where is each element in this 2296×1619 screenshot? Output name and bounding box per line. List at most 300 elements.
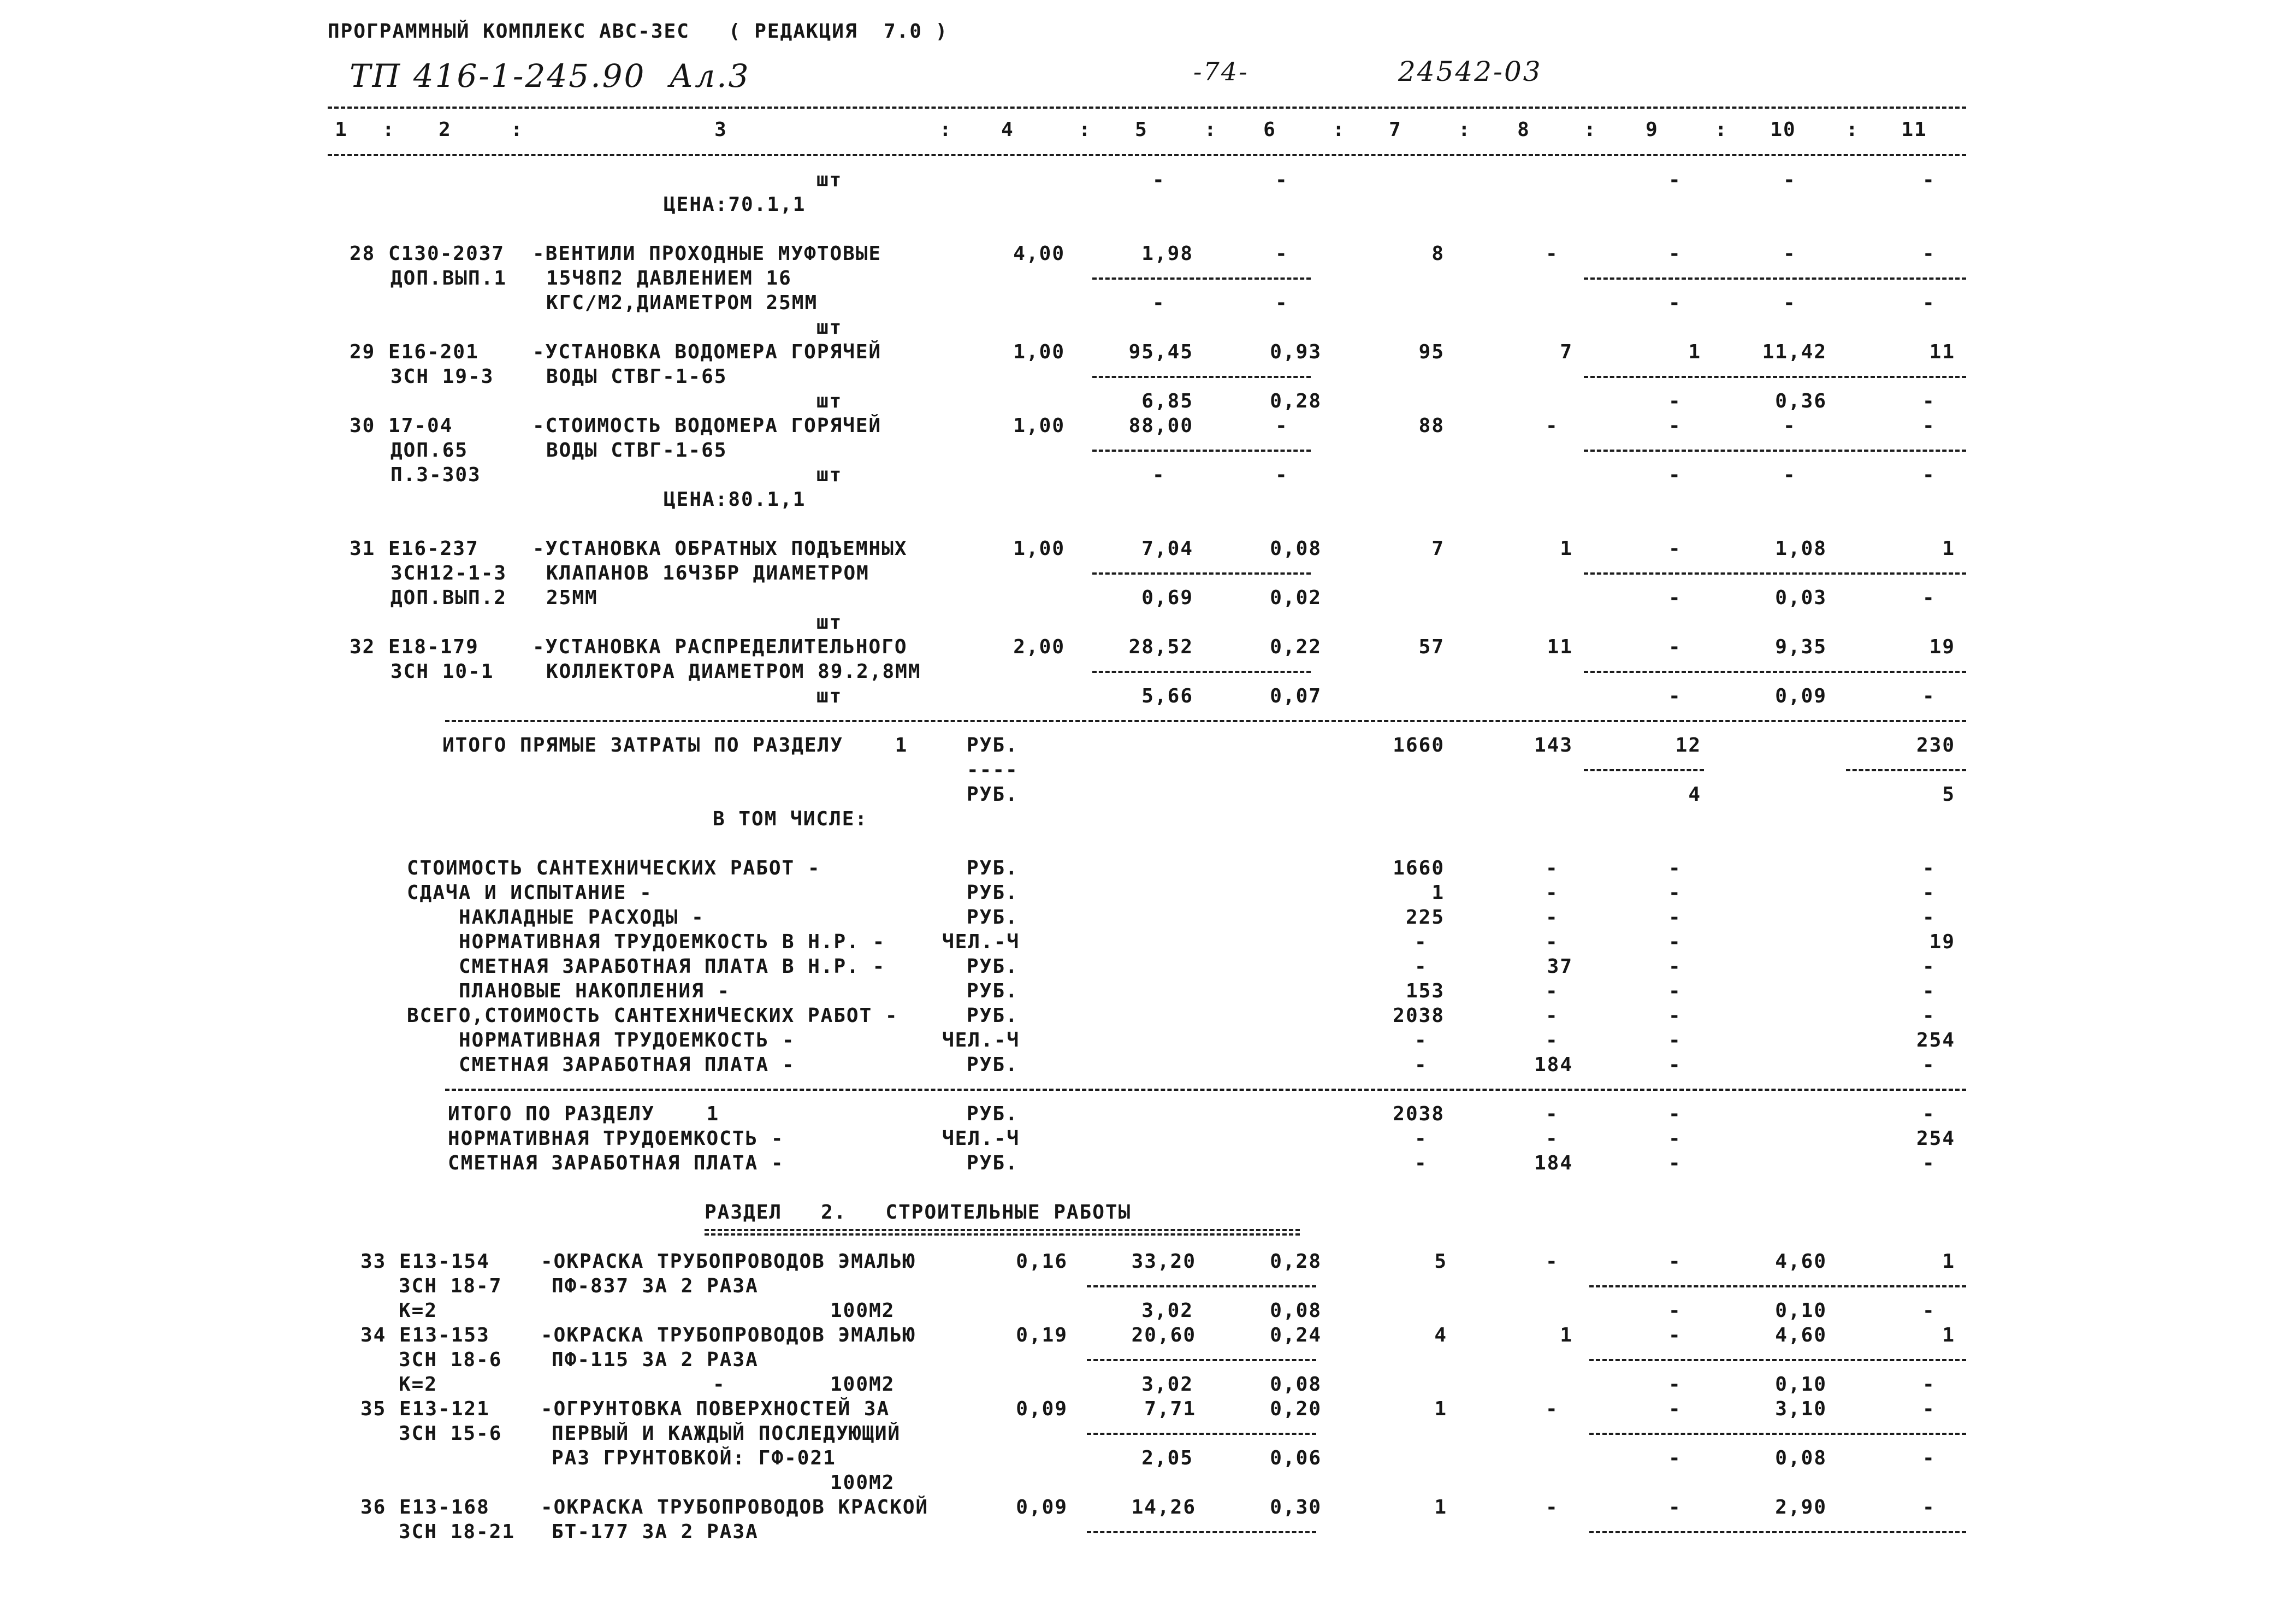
- table-cell: -: [1668, 906, 1682, 929]
- table-cell: 11: [1547, 636, 1573, 658]
- table-cell: 7: [1560, 341, 1573, 363]
- table-cell: РУБ.: [967, 857, 1019, 879]
- table-cell: 1660: [1393, 734, 1445, 757]
- table-cell: ДОП.ВЫП.1: [390, 267, 507, 289]
- dashed-rule: [1589, 1359, 1966, 1361]
- table-cell: 4: [1434, 1324, 1447, 1346]
- table-cell: 1,00: [1013, 415, 1065, 437]
- table-cell: -СТОИМОСТЬ ВОДОМЕРА ГОРЯЧЕЙ: [532, 415, 882, 437]
- table-cell: 33,20: [1131, 1250, 1196, 1273]
- table-cell: 2038: [1393, 1005, 1445, 1027]
- table-cell: шт: [816, 685, 843, 707]
- table-cell: -: [1922, 1496, 1936, 1518]
- table-cell: К=2: [399, 1299, 438, 1322]
- table-cell: 1: [1434, 1398, 1447, 1420]
- column-number: 8: [1517, 119, 1530, 141]
- table-cell: 0,08: [1270, 1299, 1322, 1322]
- table-cell: -: [1415, 931, 1428, 953]
- dashed-rule: [1584, 376, 1966, 378]
- table-cell: -УСТАНОВКА ОБРАТНЫХ ПОДЪЕМНЫХ: [532, 537, 908, 560]
- table-cell: шт: [816, 611, 843, 634]
- column-number: 9: [1646, 119, 1659, 141]
- table-cell: РУБ.: [967, 955, 1019, 978]
- dashed-rule: [1087, 1531, 1316, 1533]
- table-cell: -: [1668, 1152, 1682, 1174]
- table-cell: РУБ.: [967, 882, 1019, 904]
- table-cell: 1: [1560, 537, 1573, 560]
- table-cell: -: [1922, 685, 1936, 707]
- table-cell: -: [1783, 464, 1796, 486]
- table-cell: -: [1668, 1103, 1682, 1125]
- table-cell: -: [1922, 1103, 1936, 1125]
- table-cell: 0,36: [1775, 390, 1827, 412]
- dashed-rule: [1589, 1531, 1966, 1533]
- table-cell: ЦЕНА:70.1,1: [664, 193, 806, 216]
- table-cell: РАЗДЕЛ 2. СТРОИТЕЛЬНЫЕ РАБОТЫ: [705, 1201, 1132, 1224]
- table-cell: -: [1275, 243, 1288, 265]
- table-cell: 0,24: [1270, 1324, 1322, 1346]
- column-separator: :: [1458, 119, 1471, 141]
- table-cell: -: [1922, 1398, 1936, 1420]
- table-cell: РУБ.: [967, 1152, 1019, 1174]
- table-cell: РАЗ ГРУНТОВКОЙ: ГФ-021: [552, 1447, 836, 1469]
- table-cell: -: [1922, 1152, 1936, 1174]
- table-cell: П.3-303: [390, 464, 481, 486]
- column-number: 7: [1389, 119, 1402, 141]
- table-cell: 19: [1929, 636, 1955, 658]
- table-cell: 95,45: [1128, 341, 1193, 363]
- table-cell: НАКЛАДНЫЕ РАСХОДЫ -: [459, 906, 705, 929]
- column-number: 6: [1263, 119, 1276, 141]
- table-cell: 31 Е16-237: [350, 537, 479, 560]
- table-cell: -: [1668, 882, 1682, 904]
- table-cell: -ОКРАСКА ТРУБОПРОВОДОВ ЭМАЛЬЮ: [541, 1250, 916, 1273]
- table-cell: В ТОМ ЧИСЛЕ:: [713, 808, 868, 830]
- table-cell: РУБ.: [967, 783, 1019, 806]
- table-cell: 57: [1418, 636, 1445, 658]
- table-cell: ПЛАНОВЫЕ НАКОПЛЕНИЯ -: [459, 980, 731, 1002]
- dashed-rule: [1092, 376, 1311, 378]
- table-cell: -: [1546, 906, 1559, 929]
- table-cell: РУБ.: [967, 1054, 1019, 1076]
- table-cell: 153: [1405, 980, 1445, 1002]
- table-cell: 1: [1434, 1496, 1447, 1518]
- table-cell: 1: [1942, 1250, 1955, 1273]
- table-cell: СТОИМОСТЬ САНТЕХНИЧЕСКИХ РАБОТ -: [407, 857, 821, 879]
- dashed-rule: [445, 720, 1966, 722]
- table-cell: 11: [1929, 341, 1955, 363]
- column-separator: :: [939, 119, 952, 141]
- table-cell: -: [1546, 882, 1559, 904]
- table-cell: -: [1152, 464, 1165, 486]
- table-cell: -: [1415, 1127, 1428, 1150]
- table-cell: -: [1668, 169, 1682, 191]
- table-cell: 0,93: [1270, 341, 1322, 363]
- table-cell: 35 Е13-121: [360, 1398, 490, 1420]
- table-cell: 100М2: [830, 1373, 895, 1396]
- table-cell: -: [1668, 1324, 1682, 1346]
- table-cell: 1,98: [1141, 243, 1193, 265]
- table-cell: 100М2: [830, 1472, 895, 1494]
- table-cell: -: [1922, 1005, 1936, 1027]
- table-cell: ЧЕЛ.-Ч: [942, 1029, 1020, 1051]
- column-separator: :: [1715, 119, 1728, 141]
- table-cell: -ОКРАСКА ТРУБОПРОВОДОВ ЭМАЛЬЮ: [541, 1324, 916, 1346]
- table-cell: -: [1668, 1127, 1682, 1150]
- table-cell: ВОДЫ СТВГ-1-65: [546, 365, 727, 388]
- table-cell: 12: [1675, 734, 1701, 757]
- table-cell: -: [1546, 857, 1559, 879]
- table-cell: 0,30: [1270, 1496, 1322, 1518]
- column-separator: :: [1333, 119, 1346, 141]
- table-cell: -: [1922, 882, 1936, 904]
- table-cell: РУБ.: [967, 734, 1019, 757]
- table-cell: -: [1922, 415, 1936, 437]
- table-cell: БТ-177 ЗА 2 РАЗА: [552, 1521, 759, 1543]
- table-cell: 0,09: [1016, 1496, 1068, 1518]
- table-cell: 0,28: [1270, 390, 1322, 412]
- table-cell: РУБ.: [967, 1005, 1019, 1027]
- table-cell: 0,08: [1270, 1373, 1322, 1396]
- table-cell: -: [1668, 1250, 1682, 1273]
- table-cell: ЦЕНА:80.1,1: [664, 488, 806, 511]
- table-cell: 0,20: [1270, 1398, 1322, 1420]
- table-cell: 0,08: [1270, 537, 1322, 560]
- table-cell: -: [1668, 636, 1682, 658]
- table-cell: 1: [1560, 1324, 1573, 1346]
- table-cell: 1: [1688, 341, 1701, 363]
- table-cell: 3,02: [1141, 1373, 1193, 1396]
- table-cell: -: [1668, 685, 1682, 707]
- table-cell: 0,08: [1775, 1447, 1827, 1469]
- table-cell: ----: [967, 759, 1019, 781]
- table-cell: 0,10: [1775, 1373, 1827, 1396]
- table-cell: -: [1546, 1103, 1559, 1125]
- table-cell: 95: [1418, 341, 1445, 363]
- table-cell: -: [1668, 537, 1682, 560]
- program-header: ПРОГРАММНЫЙ КОМПЛЕКС АВС-3ЕС ( РЕДАКЦИЯ 7.0 ): [328, 20, 949, 43]
- table-cell: КГС/М2,ДИАМЕТРОМ 25ММ: [546, 292, 818, 314]
- dashed-rule: [1092, 671, 1311, 673]
- table-cell: ЗСН 18-21: [399, 1521, 516, 1543]
- table-cell: 1: [1942, 537, 1955, 560]
- table-cell: -: [1546, 1250, 1559, 1273]
- table-cell: 2038: [1393, 1103, 1445, 1125]
- table-cell: -: [1922, 857, 1936, 879]
- table-cell: 4: [1688, 783, 1701, 806]
- table-cell: 0,09: [1775, 685, 1827, 707]
- table-cell: 6,85: [1141, 390, 1193, 412]
- table-cell: 88,00: [1128, 415, 1193, 437]
- column-separator: :: [1204, 119, 1217, 141]
- table-cell: 184: [1534, 1054, 1573, 1076]
- table-cell: 28 С130-2037: [350, 243, 505, 265]
- table-cell: 4,60: [1775, 1250, 1827, 1273]
- table-cell: ДОП.65: [390, 439, 469, 462]
- table-cell: 100М2: [830, 1299, 895, 1322]
- dashed-rule: [1087, 1285, 1316, 1287]
- page-number: -74-: [1193, 57, 1249, 86]
- table-cell: -: [1668, 415, 1682, 437]
- table-cell: -: [1546, 415, 1559, 437]
- table-cell: НОРМАТИВНАЯ ТРУДОЕМКОСТЬ -: [448, 1127, 784, 1150]
- table-cell: СМЕТНАЯ ЗАРАБОТНАЯ ПЛАТА -: [448, 1152, 784, 1174]
- dashed-rule: [1846, 769, 1966, 771]
- table-cell: -: [1783, 415, 1796, 437]
- table-cell: 143: [1534, 734, 1573, 757]
- table-cell: РУБ.: [967, 1103, 1019, 1125]
- table-cell: 2,00: [1013, 636, 1065, 658]
- table-cell: -ОГРУНТОВКА ПОВЕРХНОСТЕЙ ЗА: [541, 1398, 890, 1420]
- table-cell: РУБ.: [967, 906, 1019, 929]
- table-cell: 11,42: [1762, 341, 1827, 363]
- table-cell: 1: [1431, 882, 1445, 904]
- table-cell: 5: [1434, 1250, 1447, 1273]
- table-cell: 0,06: [1270, 1447, 1322, 1469]
- table-cell: -: [1546, 1005, 1559, 1027]
- table-cell: К=2: [399, 1373, 438, 1396]
- table-cell: РУБ.: [967, 980, 1019, 1002]
- column-separator: :: [511, 119, 524, 141]
- table-cell: -: [1668, 980, 1682, 1002]
- table-cell: ИТОГО ПРЯМЫЕ ЗАТРАТЫ ПО РАЗДЕЛУ 1: [442, 734, 908, 757]
- table-cell: шт: [816, 390, 843, 412]
- table-cell: 32 Е18-179: [350, 636, 479, 658]
- table-cell: -: [1546, 1127, 1559, 1150]
- table-cell: 184: [1534, 1152, 1573, 1174]
- table-cell: СМЕТНАЯ ЗАРАБОТНАЯ ПЛАТА В Н.Р. -: [459, 955, 886, 978]
- section-2-title-underline: [705, 1229, 1300, 1236]
- table-cell: -: [713, 1373, 726, 1396]
- table-cell: 29 Е16-201: [350, 341, 479, 363]
- table-cell: 5,66: [1141, 685, 1193, 707]
- column-number: 3: [714, 119, 727, 141]
- table-cell: 0,09: [1016, 1398, 1068, 1420]
- column-separator: :: [1584, 119, 1597, 141]
- table-cell: ЗСН12-1-3: [390, 562, 507, 584]
- table-cell: -: [1922, 587, 1936, 609]
- table-cell: 0,07: [1270, 685, 1322, 707]
- table-cell: -: [1275, 415, 1288, 437]
- table-cell: НОРМАТИВНАЯ ТРУДОЕМКОСТЬ -: [459, 1029, 795, 1051]
- table-cell: -: [1668, 857, 1682, 879]
- table-cell: -: [1922, 292, 1936, 314]
- table-cell: 0,22: [1270, 636, 1322, 658]
- table-cell: -: [1668, 931, 1682, 953]
- table-cell: ДОП.ВЫП.2: [390, 587, 507, 609]
- table-cell: шт: [816, 464, 843, 486]
- table-cell: 34 Е13-153: [360, 1324, 490, 1346]
- table-cell: шт: [816, 169, 843, 191]
- column-separator: :: [1079, 119, 1092, 141]
- table-cell: 15Ч8П2 ДАВЛЕНИЕМ 16: [546, 267, 792, 289]
- table-cell: -УСТАНОВКА ВОДОМЕРА ГОРЯЧЕЙ: [532, 341, 882, 363]
- table-cell: -: [1922, 464, 1936, 486]
- table-cell: -: [1668, 390, 1682, 412]
- table-cell: -: [1415, 1054, 1428, 1076]
- table-cell: ВСЕГО,СТОИМОСТЬ САНТЕХНИЧЕСКИХ РАБОТ -: [407, 1005, 898, 1027]
- table-cell: -: [1922, 980, 1936, 1002]
- table-cell: -: [1668, 1373, 1682, 1396]
- project-number: ТП 416-1-245.90 Ал.3: [350, 57, 750, 94]
- table-cell: 0,69: [1141, 587, 1193, 609]
- table-cell: -: [1668, 1398, 1682, 1420]
- table-cell: -: [1275, 464, 1288, 486]
- table-cell: 254: [1916, 1029, 1955, 1051]
- table-cell: 2,05: [1141, 1447, 1193, 1469]
- dashed-rule: [1584, 277, 1966, 280]
- table-cell: 1,00: [1013, 537, 1065, 560]
- table-cell: КЛАПАНОВ 16Ч3БР ДИАМЕТРОМ: [546, 562, 869, 584]
- table-cell: 225: [1405, 906, 1445, 929]
- table-cell: 1,00: [1013, 341, 1065, 363]
- table-cell: ПФ-115 ЗА 2 РАЗА: [552, 1349, 759, 1371]
- dashed-rule: [1589, 1433, 1966, 1435]
- table-cell: ПФ-837 ЗА 2 РАЗА: [552, 1275, 759, 1297]
- table-cell: 1: [1942, 1324, 1955, 1346]
- table-cell: ЗСН 15-6: [399, 1422, 502, 1445]
- table-cell: 37: [1547, 955, 1573, 978]
- table-cell: -: [1783, 243, 1796, 265]
- dashed-rule: [445, 1089, 1966, 1091]
- table-cell: 5: [1942, 783, 1955, 806]
- table-cell: ЗСН 10-1: [390, 660, 494, 683]
- table-cell: ИТОГО ПО РАЗДЕЛУ 1: [448, 1103, 720, 1125]
- table-cell: -: [1415, 1029, 1428, 1051]
- column-number: 2: [439, 119, 452, 141]
- dashed-rule: [1589, 1285, 1966, 1287]
- table-cell: 33 Е13-154: [360, 1250, 490, 1273]
- table-cell: 19: [1929, 931, 1955, 953]
- table-cell: -: [1922, 1054, 1936, 1076]
- table-cell: -: [1783, 292, 1796, 314]
- dashed-rule: [1092, 277, 1311, 280]
- table-cell: 4,60: [1775, 1324, 1827, 1346]
- table-cell: -ОКРАСКА ТРУБОПРОВОДОВ КРАСКОЙ: [541, 1496, 929, 1518]
- table-cell: 7,04: [1141, 537, 1193, 560]
- table-cell: -: [1668, 1447, 1682, 1469]
- table-cell: -: [1922, 906, 1936, 929]
- column-number: 5: [1135, 119, 1148, 141]
- table-cell: 0,02: [1270, 587, 1322, 609]
- table-cell: -: [1668, 955, 1682, 978]
- table-cell: -ВЕНТИЛИ ПРОХОДНЫЕ МУФТОВЫЕ: [532, 243, 882, 265]
- column-separator: :: [1846, 119, 1859, 141]
- table-cell: -: [1546, 980, 1559, 1002]
- table-cell: -: [1546, 1496, 1559, 1518]
- table-cell: -: [1668, 243, 1682, 265]
- table-cell: 7: [1431, 537, 1445, 560]
- table-cell: -: [1152, 292, 1165, 314]
- table-cell: -: [1546, 243, 1559, 265]
- table-cell: -: [1783, 169, 1796, 191]
- table-cell: 14,26: [1131, 1496, 1196, 1518]
- column-number: 10: [1770, 119, 1796, 141]
- table-cell: 20,60: [1131, 1324, 1196, 1346]
- table-cell: -: [1922, 390, 1936, 412]
- table-cell: НОРМАТИВНАЯ ТРУДОЕМКОСТЬ В Н.Р. -: [459, 931, 886, 953]
- table-cell: -: [1668, 1005, 1682, 1027]
- dashed-rule: [1584, 671, 1966, 673]
- table-cell: ВОДЫ СТВГ-1-65: [546, 439, 727, 462]
- table-cell: ЗСН 19-3: [390, 365, 494, 388]
- table-cell: -: [1546, 931, 1559, 953]
- table-cell: -: [1152, 169, 1165, 191]
- table-cell: -: [1922, 1373, 1936, 1396]
- table-cell: -: [1668, 1496, 1682, 1518]
- table-cell: 88: [1418, 415, 1445, 437]
- table-cell: -: [1668, 464, 1682, 486]
- table-cell: -: [1922, 1447, 1936, 1469]
- table-cell: -: [1922, 169, 1936, 191]
- table-cell: -: [1922, 243, 1936, 265]
- table-cell: -: [1546, 1398, 1559, 1420]
- table-cell: -: [1415, 955, 1428, 978]
- table-cell: -: [1668, 1299, 1682, 1322]
- dashed-rule: [1092, 450, 1311, 452]
- table-cell: ЗСН 18-7: [399, 1275, 502, 1297]
- table-cell: 0,16: [1016, 1250, 1068, 1273]
- table-cell: 0,10: [1775, 1299, 1827, 1322]
- table-cell: -: [1275, 292, 1288, 314]
- table-cell: ПЕРВЫЙ И КАЖДЫЙ ПОСЛЕДУЮЩИЙ: [552, 1422, 901, 1445]
- table-cell: ЗСН 18-6: [399, 1349, 502, 1371]
- table-cell: 1660: [1393, 857, 1445, 879]
- table-cell: 36 Е13-168: [360, 1496, 490, 1518]
- table-cell: 25ММ: [546, 587, 598, 609]
- table-cell: -: [1415, 1152, 1428, 1174]
- column-separator: :: [382, 119, 395, 141]
- table-cell: 3,02: [1141, 1299, 1193, 1322]
- table-cell: -: [1546, 1029, 1559, 1051]
- table-cell: ЧЕЛ.-Ч: [942, 931, 1020, 953]
- table-cell: ЧЕЛ.-Ч: [942, 1127, 1020, 1150]
- dashed-rule: [1087, 1359, 1316, 1361]
- dashed-rule: [1092, 572, 1311, 575]
- table-cell: -: [1668, 587, 1682, 609]
- table-cell: 30 17-04: [350, 415, 453, 437]
- table-cell: 28,52: [1128, 636, 1193, 658]
- document-code: 24542-03: [1398, 56, 1542, 87]
- table-cell: 3,10: [1775, 1398, 1827, 1420]
- table-cell: -: [1668, 1054, 1682, 1076]
- table-cell: 0,28: [1270, 1250, 1322, 1273]
- table-cell: 1,08: [1775, 537, 1827, 560]
- table-cell: 254: [1916, 1127, 1955, 1150]
- table-cell: КОЛЛЕКТОРА ДИАМЕТРОМ 89.2,8ММ: [546, 660, 921, 683]
- table-cell: -: [1922, 1299, 1936, 1322]
- table-cell: 0,19: [1016, 1324, 1068, 1346]
- dashed-rule: [1584, 450, 1966, 452]
- table-cell: 4,00: [1013, 243, 1065, 265]
- table-cell: СДАЧА И ИСПЫТАНИЕ -: [407, 882, 653, 904]
- table-cell: -УСТАНОВКА РАСПРЕДЕЛИТЕЛЬНОГО: [532, 636, 908, 658]
- column-number: 1: [335, 119, 348, 141]
- table-cell: 0,03: [1775, 587, 1827, 609]
- table-cell: -: [1275, 169, 1288, 191]
- table-cell: СМЕТНАЯ ЗАРАБОТНАЯ ПЛАТА -: [459, 1054, 795, 1076]
- dashed-rule: [1584, 769, 1704, 771]
- column-number: 11: [1901, 119, 1927, 141]
- table-cell: 7,71: [1144, 1398, 1196, 1420]
- table-cell: шт: [816, 316, 843, 339]
- dashed-rule: [1584, 572, 1966, 575]
- header-rule-bottom: [328, 154, 1966, 156]
- dashed-rule: [1087, 1433, 1316, 1435]
- table-cell: 9,35: [1775, 636, 1827, 658]
- header-rule-top: [328, 107, 1966, 109]
- table-cell: 230: [1916, 734, 1955, 757]
